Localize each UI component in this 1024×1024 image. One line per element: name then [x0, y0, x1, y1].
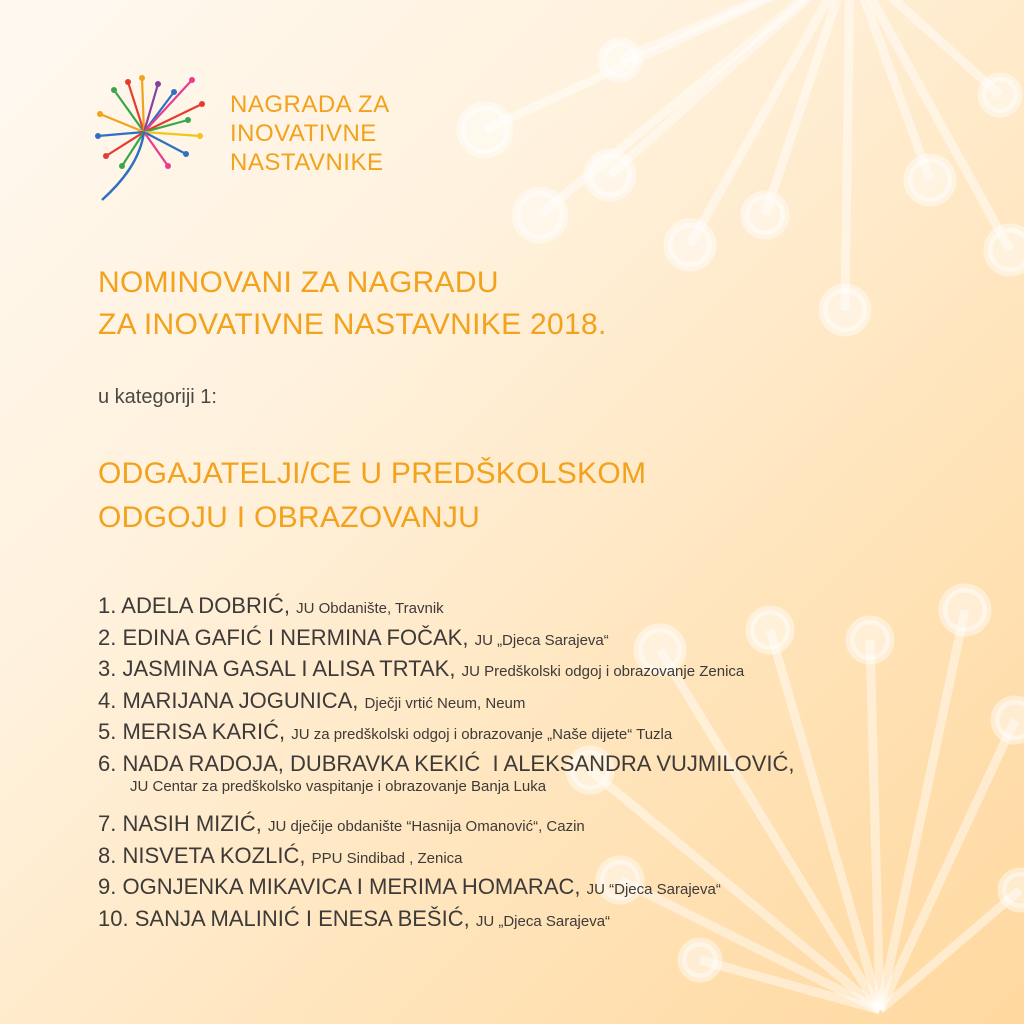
- list-item: [98, 622, 795, 654]
- page-title: [98, 262, 607, 346]
- list-item: [98, 808, 795, 840]
- nominee-institution: JU dječije obdanište “Hasnija Omanović“, Cazin: [267, 818, 585, 835]
- nominee-institution: JU „Djeca Sarajeva“: [474, 631, 609, 649]
- nominee-number: 10.: [98, 905, 129, 931]
- category-title-line: ODGAJATELJI/CE U PREDŠKOLSKOM: [98, 457, 647, 490]
- nominee-institution: JU „Djeca Sarajeva“: [475, 912, 611, 930]
- nominee-number: 5.: [98, 719, 117, 744]
- nominee-institution: PPU Sindibad , Zenica: [311, 849, 463, 867]
- list-item: [98, 840, 795, 872]
- category-intro: u kategoriji 1:: [98, 386, 217, 408]
- list-item: [98, 716, 795, 748]
- nominee-names: NISVETA KOZLIĆ,: [122, 842, 306, 868]
- nominee-number: 6.: [98, 750, 117, 776]
- nominee-names: MERISA KARIĆ,: [122, 719, 286, 744]
- nominee-number: 7.: [98, 811, 117, 836]
- nominee-institution: JU Centar za predškolsko vaspitanje i obrazovanje Banja Luka: [130, 778, 547, 795]
- nominee-list: [98, 590, 795, 934]
- category-title-line: ODGOJU I OBRAZOVANJU: [98, 501, 481, 534]
- nominee-names: OGNJENKA MIKAVICA I MERIMA HOMARAC,: [122, 874, 581, 899]
- nominee-institution: JU za predškolski odgoj i obrazovanje „Naše dijete“ Tuzla: [291, 726, 673, 743]
- nominee-institution: Dječji vrtić Neum, Neum: [364, 694, 526, 712]
- nominee-number: 1.: [98, 593, 117, 618]
- category-title: [98, 452, 646, 540]
- nominee-names: NADA RADOJA, DUBRAVKA KEKIĆ I ALEKSANDRA VUJMILOVIĆ,: [122, 750, 795, 776]
- nominee-number: 2.: [98, 624, 117, 650]
- list-item: [98, 685, 795, 717]
- nominee-names: EDINA GAFIĆ I NERMINA FOČAK,: [122, 624, 469, 650]
- list-item: [98, 871, 795, 903]
- nominee-names: NASIH MIZIĆ,: [122, 811, 262, 836]
- page-title-line: ZA INOVATIVNE NASTAVNIKE 2018.: [98, 308, 607, 341]
- nominee-number: 9.: [98, 874, 117, 899]
- nominee-names: MARIJANA JOGUNICA,: [122, 687, 359, 713]
- logo-line: INOVATIVNE: [230, 120, 377, 147]
- firework-dandelion-icon: [92, 70, 222, 205]
- nominee-names: SANJA MALINIĆ I ENESA BEŠIĆ,: [134, 905, 470, 931]
- list-item: [98, 903, 795, 935]
- list-item: [98, 653, 795, 685]
- nominee-names: ADELA DOBRIĆ,: [121, 593, 290, 618]
- nominee-names: JASMINA GASAL I ALISA TRTAK,: [122, 656, 456, 681]
- page-title-line: NOMINOVANI ZA NAGRADU: [98, 266, 499, 299]
- list-item: [98, 748, 795, 798]
- logo-wordmark: [230, 90, 390, 177]
- list-item: [98, 590, 795, 622]
- nominee-number: 4.: [98, 687, 117, 713]
- nominee-institution: JU “Djeca Sarajeva“: [586, 881, 721, 898]
- nominee-institution: JU Obdanište, Travnik: [296, 600, 444, 617]
- logo-line: NASTAVNIKE: [230, 149, 384, 176]
- nominee-number: 8.: [98, 842, 117, 868]
- nominee-institution: JU Predškolski odgoj i obrazovanje Zenica: [461, 663, 745, 680]
- nominee-number: 3.: [98, 656, 117, 681]
- logo-line: NAGRADA ZA: [230, 91, 390, 118]
